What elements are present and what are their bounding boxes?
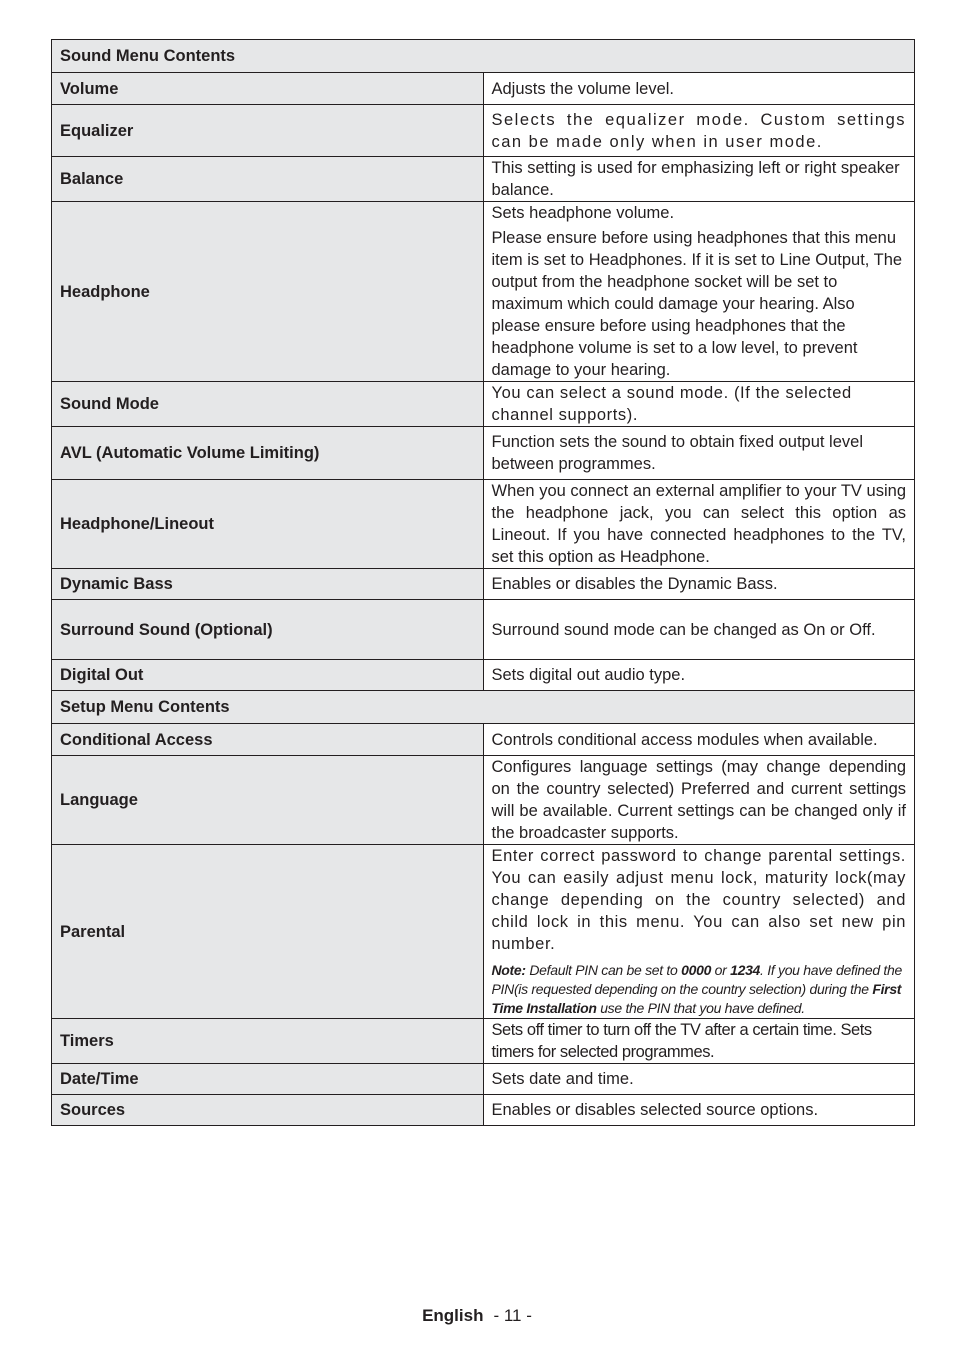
table-row <box>52 157 915 202</box>
setting-description-cell <box>483 202 915 382</box>
section-header-setup <box>52 691 915 724</box>
setting-name: Conditional Access <box>52 724 484 756</box>
setting-name: Balance <box>52 157 484 202</box>
setting-description: Surround sound mode can be changed as On or Off. <box>483 600 915 660</box>
setting-name: Timers <box>52 1019 484 1064</box>
setting-description: Sets date and time. <box>483 1064 915 1095</box>
table-row <box>52 756 915 845</box>
setting-description: Sets headphone volume. <box>491 204 675 222</box>
table-row <box>52 1019 915 1064</box>
setting-description-cell <box>483 845 915 1019</box>
default-pin: 0000 <box>681 962 712 978</box>
setting-description: Adjusts the volume level. <box>483 73 915 105</box>
setting-description: Enter correct password to change parental settings. You can easily adjust menu lock, maturity lock(may change depending on the country selected) and child lock in this menu. You can also set new pin number. <box>491 847 906 953</box>
alternate-pin: 1234 <box>730 962 761 978</box>
table-row <box>52 73 915 105</box>
table-row <box>52 105 915 157</box>
note-text: or <box>711 962 731 978</box>
setting-description: This setting is used for emphasizing left or right speaker balance. <box>483 157 915 202</box>
table-row <box>52 427 915 480</box>
section-header-sound <box>52 40 915 73</box>
table-row <box>52 1064 915 1095</box>
setting-name: Headphone <box>52 202 484 382</box>
setting-name: Headphone/Lineout <box>52 480 484 569</box>
first-time-installation: First Time Installation <box>491 981 902 1016</box>
setting-description: Enables or disables selected source options. <box>483 1095 915 1126</box>
note-label: Note: <box>491 962 526 978</box>
setting-description: Enables or disables the Dynamic Bass. <box>483 569 915 600</box>
setting-name: Surround Sound (Optional) <box>52 600 484 660</box>
pin-note <box>492 961 907 1018</box>
page-number: - 11 - <box>493 1306 532 1325</box>
setting-description: Function sets the sound to obtain fixed output level between programmes. <box>483 427 915 480</box>
page-footer <box>0 1306 954 1326</box>
setting-description-warning: Please ensure before using headphones that this menu item is set to Headphones. If it is set to Line Output, The output from the headphone socket will be set to maximum which could damage your hearing. Also please ensure before using headphones that the headphone volume is set to a low level, to prevent damage to your hearing. <box>491 229 903 379</box>
note-text: Default PIN can be set to <box>525 962 682 978</box>
footer-language: English <box>422 1306 484 1325</box>
setting-name: AVL (Automatic Volume Limiting) <box>52 427 484 480</box>
note-text: use the PIN that you have defined. <box>596 1000 805 1016</box>
setting-description: Sets off timer to turn off the TV after a certain time. Sets timers for selected programmes. <box>483 1019 915 1064</box>
setting-description: When you connect an external amplifier to your TV using the headphone jack, you can select this option as Lineout. If you have connected headphones to the TV, set this option as Headphone. <box>483 480 915 569</box>
table-row <box>52 660 915 691</box>
setting-name: Volume <box>52 73 484 105</box>
menu-contents-table <box>51 39 915 1126</box>
table-row <box>52 600 915 660</box>
table-row <box>52 382 915 427</box>
setting-name: Date/Time <box>52 1064 484 1095</box>
setting-description: You can select a sound mode. (If the selected channel supports). <box>483 382 915 427</box>
setting-name: Sound Mode <box>52 382 484 427</box>
section-title: Sound Menu Contents <box>52 40 915 73</box>
setting-description: Sets digital out audio type. <box>483 660 915 691</box>
table-row <box>52 569 915 600</box>
section-title: Setup Menu Contents <box>52 691 915 724</box>
setting-name: Language <box>52 756 484 845</box>
note-text: . If you have defined the PIN(is requested depending on the country selection) during the <box>491 962 902 997</box>
setting-name: Equalizer <box>52 105 484 157</box>
setting-description: Controls conditional access modules when available. <box>483 724 915 756</box>
table-row <box>52 202 915 382</box>
table-row <box>52 480 915 569</box>
setting-name: Digital Out <box>52 660 484 691</box>
setting-description: Configures language settings (may change depending on the country selected) Preferred and current settings will be available. Current settings can be changed only if the broadcaster supports. <box>483 756 915 845</box>
table-row <box>52 1095 915 1126</box>
setting-description: Selects the equalizer mode. Custom settings can be made only when in user mode. <box>483 105 915 157</box>
table-row <box>52 845 915 1019</box>
setting-name: Sources <box>52 1095 484 1126</box>
setting-name: Dynamic Bass <box>52 569 484 600</box>
table-row <box>52 724 915 756</box>
setting-name: Parental <box>52 845 484 1019</box>
